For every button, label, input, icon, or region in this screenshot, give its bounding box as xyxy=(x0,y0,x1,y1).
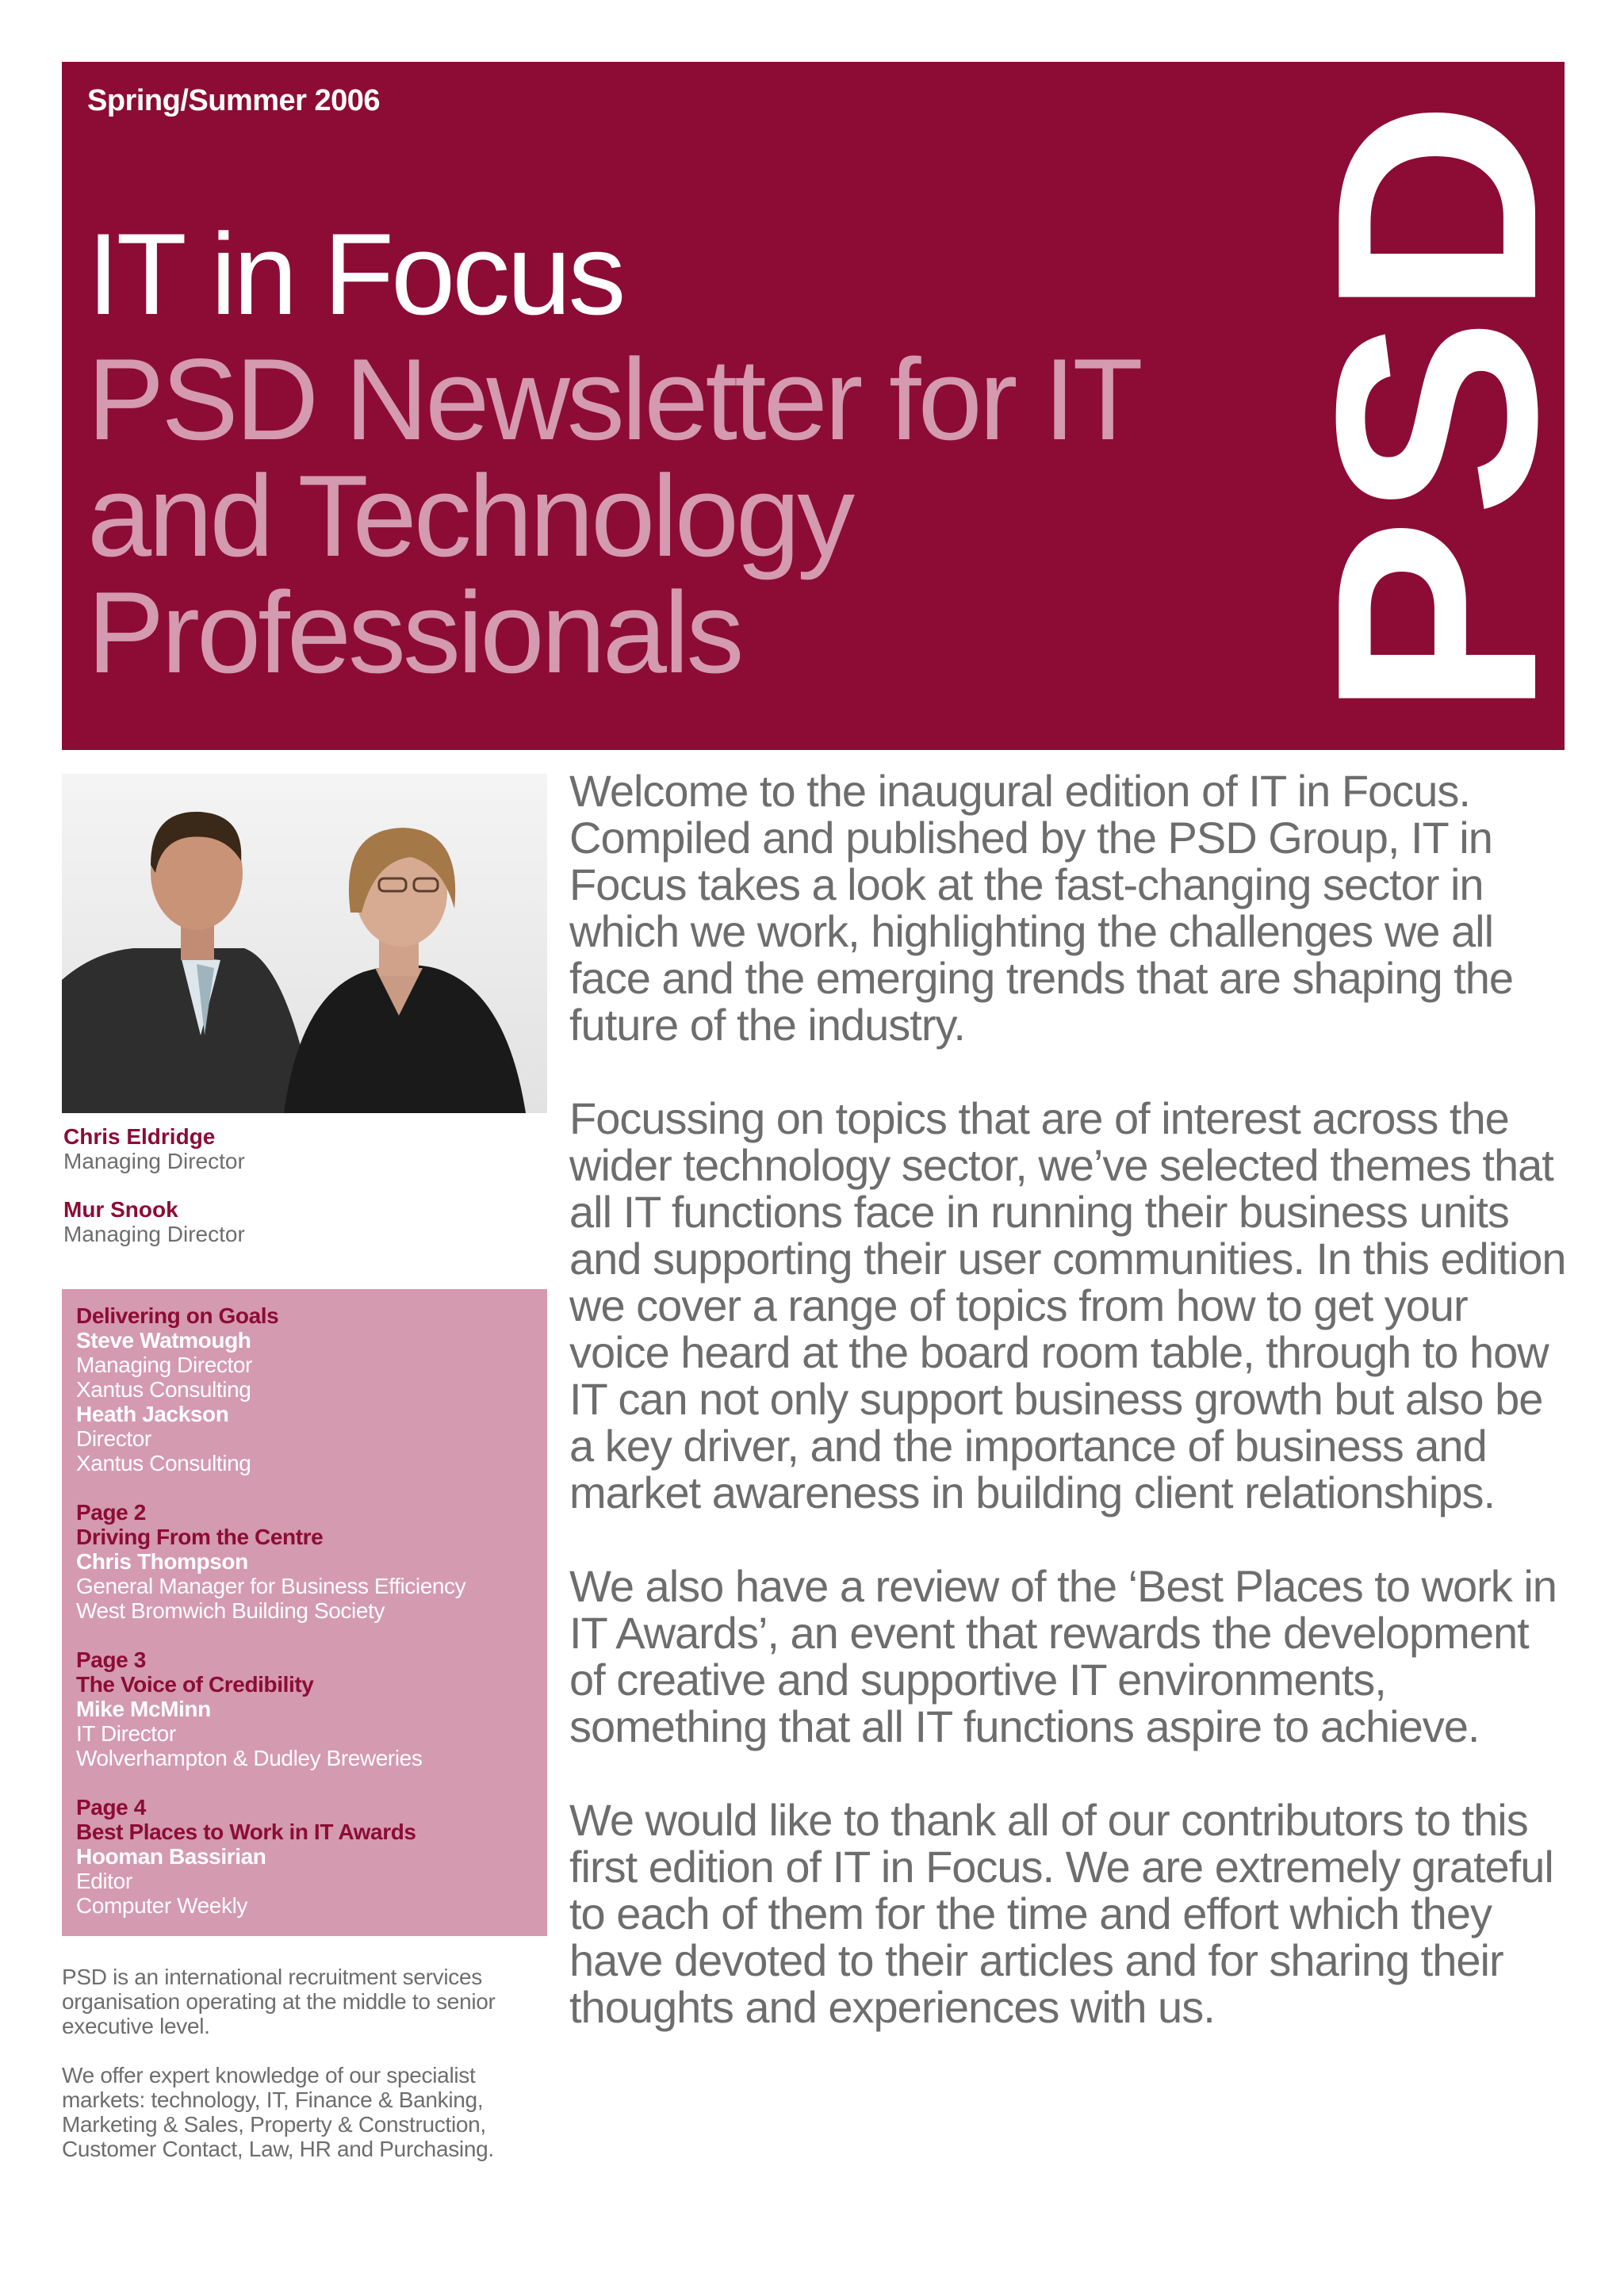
director-entry xyxy=(63,1124,539,1173)
section-title: The Voice of Credibility xyxy=(76,1672,314,1697)
contributor-name: Chris Thompson xyxy=(76,1549,248,1574)
issue-season: Spring/Summer 2006 xyxy=(87,84,381,117)
contributor-title: Editor xyxy=(76,1869,132,1893)
section-page: Page 3 xyxy=(76,1647,146,1672)
directors-photo xyxy=(62,774,547,1113)
article-paragraph: Welcome to the inaugural edition of IT in Focus. Compiled and published by the PSD Group, IT in Focus takes a look at the fast-changing sector in which we work, highlighting the challenges we all face and the emerging trends that are shaping the future of the industry. xyxy=(569,766,1514,1050)
contributor-name: Steve Watmough xyxy=(76,1328,251,1353)
contributor-title: IT Director xyxy=(76,1721,176,1746)
about-paragraph: PSD is an international recruitment services organisation operating at the middle to senior executive level. xyxy=(62,1965,496,2038)
section-title: Delivering on Goals xyxy=(76,1303,279,1328)
contributor-org: Wolverhampton & Dudley Breweries xyxy=(76,1746,423,1770)
section-title: Best Places to Work in IT Awards xyxy=(76,1820,416,1844)
about-psd xyxy=(62,1965,547,2186)
contributor-org: Xantus Consulting xyxy=(76,1451,251,1475)
contributor-name: Heath Jackson xyxy=(76,1402,229,1426)
director-role: Managing Director xyxy=(63,1222,245,1246)
newsletter-subtitle: PSD Newsletter for IT and Technology Professionals xyxy=(87,335,1139,697)
article-paragraph: Focussing on topics that are of interest across the wider technology sector, we’ve selected themes that all IT functions face in running their business units and supporting their user communities. In this edition we cover a range of topics from how to get your voice heard at the board room table, through to how IT can not only support business growth but also be a key driver, and the importance of business and market awareness in building client relationships. xyxy=(569,1093,1566,1517)
contents-panel xyxy=(62,1289,547,1936)
newsletter-title: IT in Focus xyxy=(87,209,623,339)
contributor-title: Director xyxy=(76,1426,151,1451)
section-page: Page 4 xyxy=(76,1795,146,1820)
director-entry xyxy=(63,1197,539,1246)
contents-section xyxy=(76,1647,533,1770)
contributor-title: General Manager for Business Efficiency xyxy=(76,1574,466,1598)
article-paragraph: We would like to thank all of our contributors to this first edition of IT in Focus. We are extremely grateful to each of them for the time and effort which they have devoted to their articles and for sharing their thoughts and experiences with us. xyxy=(569,1795,1553,2032)
about-paragraph: We offer expert knowledge of our specialist markets: technology, IT, Finance & Banking, Marketing & Sales, Property & Construction, Customer Contact, Law, HR and Purchasing. xyxy=(62,2063,494,2161)
contents-section xyxy=(76,1303,533,1475)
directors-list xyxy=(63,1124,539,1270)
contents-section xyxy=(76,1795,533,1918)
editorial-article xyxy=(569,767,1570,2077)
contributor-name: Hooman Bassirian xyxy=(76,1844,266,1869)
director-name: Chris Eldridge xyxy=(63,1124,216,1149)
contributor-org: Computer Weekly xyxy=(76,1893,248,1918)
section-title: Driving From the Centre xyxy=(76,1525,324,1549)
contributor-org: West Bromwich Building Society xyxy=(76,1598,385,1623)
psd-logo xyxy=(1277,92,1596,726)
article-paragraph: We also have a review of the ‘Best Places to work in IT Awards’, an event that rewards the development of creative and supportive IT environments, something that all IT functions aspire to achieve. xyxy=(569,1561,1557,1751)
director-name: Mur Snook xyxy=(63,1197,178,1222)
psd-logo-text: PSD xyxy=(1277,131,1596,718)
contributor-name: Mike McMinn xyxy=(76,1697,211,1721)
contents-section xyxy=(76,1500,533,1623)
director-role: Managing Director xyxy=(63,1149,245,1173)
contributor-org: Xantus Consulting xyxy=(76,1377,251,1402)
masthead xyxy=(62,62,1596,750)
section-page: Page 2 xyxy=(76,1500,146,1525)
contributor-title: Managing Director xyxy=(76,1353,252,1377)
